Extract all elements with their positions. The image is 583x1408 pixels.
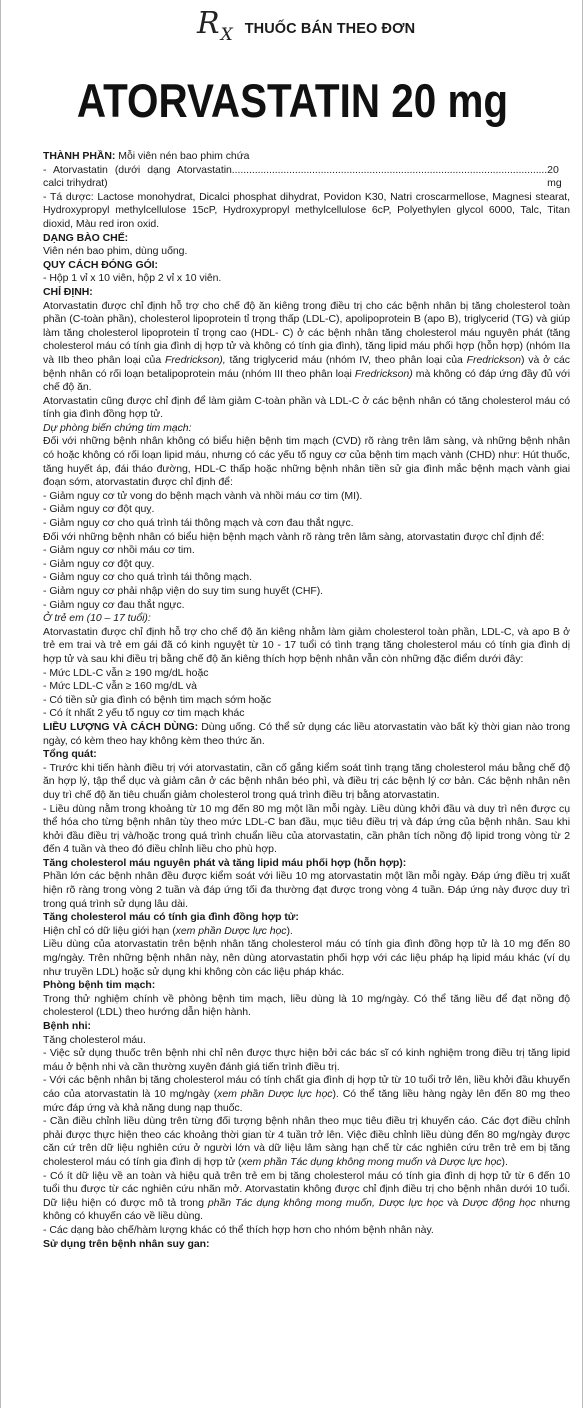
list-item: - Giảm nguy cơ đau thắt ngực. xyxy=(43,598,185,611)
cv-prevention-heading: Phòng bệnh tim mạch: xyxy=(43,979,156,992)
general-heading: Tổng quát: xyxy=(43,748,97,761)
dosage-form-text: Viên nén bao phim, dùng uống. xyxy=(43,245,188,258)
pediatric-p5: - Các dạng bào chế/hàm lượng khác có thể thích hợp hơn cho nhóm bệnh nhân này. xyxy=(43,1223,434,1236)
primary-p: Phần lớn các bệnh nhân đều được kiểm soát với liều 10 mg atorvastatin một lần mỗi ngày. Đáp ứng điều trị xuất hiện rõ ràng trong vòng 2 tuần và đáp ứng tối đa thường đạt được trong vòng 4 tuần. Đáp ứng này được duy trì trong quá trình sử dụng lâu dài. xyxy=(43,870,570,910)
indications-heading: CHỈ ĐỊNH: xyxy=(43,285,93,298)
children-heading: Ở trẻ em (10 – 17 tuổi): xyxy=(43,612,151,625)
pediatric-p1: - Việc sử dụng thuốc trên bệnh nhi chỉ nên được thực hiện bởi các bác sĩ có kinh nghiệm trong điều trị tăng lipid máu ở bệnh nhi và cần thường xuyên đánh giá tiến trình điều trị. xyxy=(43,1047,570,1073)
prescription-label: THUỐC BÁN THEO ĐƠN xyxy=(244,21,416,37)
list-item: - Giảm nguy cơ cho quá trình tái thông mạch và cơn đau thắt ngực. xyxy=(43,517,354,530)
composition-heading-line xyxy=(43,150,570,164)
excipients: - Tá dược: Lactose monohydrat, Dicalci phosphat dihydrat, Povidon K30, Natri croscarmellose, Magnesi stearat, Hydroxypropyl methylcellulose 15cP, Hydroxypropyl methylcellulose 6cP, Polyethylen glycol 6000, Talc, Titan dioxid, Màu red iron oxid. xyxy=(43,190,570,230)
packaging-heading: QUY CÁCH ĐÓNG GÓI: xyxy=(43,258,158,271)
homozygous-p1: Hiện chỉ có dữ liệu giới hạn (xem phần Dược lực học). xyxy=(43,924,293,937)
indications-p2: Atorvastatin cũng được chỉ định để làm giảm C-toàn phần và LDL-C ở các bệnh nhân có tăng cholesterol máu có tính gia đình đồng hợp tử. xyxy=(43,394,570,421)
dosage-form-heading: DẠNG BÀO CHẾ: xyxy=(43,231,129,244)
composition-intro: Mỗi viên nén bao phim chứa xyxy=(115,150,250,162)
dosage-intro: LIỀU LƯỢNG VÀ CÁCH DÙNG: Dùng uống. Có thể sử dụng các liều atorvastatin vào bất kỳ thời gian nào trong ngày, có kèm theo hay không kèm theo thức ăn. xyxy=(43,720,570,747)
prevention-p1: Đối với những bệnh nhân không có biểu hiện bệnh tim mạch (CVD) rõ ràng trên lâm sàng, và những bệnh nhân có hoặc không có rối loạn lipid máu, nhưng có các yếu tố nguy cơ của bệnh tim mạch vành (CHD) như: Hút thuốc, tăng huyết áp, đái tháo đường, HDL-C thấp hoặc những bệnh nhân tiền sử gia đình mắc bệnh mạch vành giai đoạn sớm, atorvastatin được chỉ định để: xyxy=(43,435,570,489)
pediatric-p2: - Với các bệnh nhân bị tăng cholesterol máu có tính chất gia đình dị hợp tử từ 10 tuổi trở lên, liều khởi đầu khuyến cáo của atorvastatin là 10 mg/ngày (xem phần Dược lực học). Có thể tăng liều hàng ngày lên đến 80 mg theo mức đáp ứng và khả năng dung nạp thuốc. xyxy=(43,1074,570,1114)
pediatric-p3: - Cần điều chỉnh liều dùng trên từng đối tượng bệnh nhân theo mục tiêu điều trị khuyến cáo. Các đợt điều chỉnh phải được thực hiện theo các khoảng thời gian từ 4 tuần trở lên. Việc điều chỉnh liều dùng đến 80 mg/ngày được căn cứ trên dữ liệu nghiên cứu ở người lớn và dữ liệu lâm sàng hạn chế từ các nghiên cứu trên trẻ em bị tăng cholesterol máu có tính gia đình dị hợp tử (xem phần Tác dụng không mong muốn và Dược lực học). xyxy=(43,1115,570,1168)
list-item: - Giảm nguy cơ đột quỵ. xyxy=(43,503,155,516)
pediatric-p4: - Có ít dữ liệu về an toàn và hiệu quả trên trẻ em bị tăng cholesterol máu có tính gia đình dị hợp tử từ 6 đến 10 tuổi thu được từ các nghiên cứu nhãn mở. Atorvastatin không được chỉ định điều trị cho bệnh nhân dưới 10 tuổi. Dữ liệu hiện có được mô tả trong phần Tác dụng không mong muốn, Dược lực học và Dược động học nhưng không có khuyến cáo về liều dùng. xyxy=(43,1169,571,1223)
list-item: - Có ít nhất 2 yếu tố nguy cơ tim mạch khác xyxy=(43,707,245,720)
rx-symbol: $R_X$ xyxy=(197,6,233,45)
prevention-heading: Dự phòng biến chứng tim mạch: xyxy=(43,421,192,434)
list-item: - Giảm nguy cơ cho quá trình tái thông mạch. xyxy=(43,571,252,584)
active-ingredient-line: - Atorvastatin (dưới dạng Atorvastatin calci trihydrat) .............................................................................................................. 20 mg xyxy=(43,163,562,190)
leaflet-content xyxy=(43,150,570,1251)
list-item: - Giảm nguy cơ phải nhập viện do suy tim sung huyết (CHF). xyxy=(43,585,324,597)
list-item: - Giảm nguy cơ tử vong do bệnh mạch vành và nhồi máu cơ tim (MI). xyxy=(43,489,363,502)
list-item: - Mức LDL-C vẫn ≥ 160 mg/dL và xyxy=(43,680,197,693)
pediatric-heading: Bệnh nhi: xyxy=(43,1020,91,1032)
packaging-text: - Hộp 1 vỉ x 10 viên, hộp 2 vỉ x 10 viên. xyxy=(43,272,222,285)
children-p: Atorvastatin được chỉ định hỗ trợ cho chế độ ăn kiêng nhằm làm giảm cholesterol toàn phần, LDL-C, và apo B ở trẻ em trai và trẻ em gái đã có kinh nguyệt từ 10 - 17 tuổi có tình trạng tăng cholesterol máu có tính gia đình dị hợp tử và sau khi điều trị bằng chế độ ăn kiêng thích hợp bệnh nhân vẫn còn những đặc điểm dưới đây: xyxy=(43,625,570,665)
pediatric-intro: Tăng cholesterol máu. xyxy=(43,1033,146,1046)
list-item: - Có tiền sử gia đình có bệnh tim mạch sớm hoặc xyxy=(43,693,272,706)
indications-p1: Atorvastatin được chỉ định hỗ trợ cho chế độ ăn kiêng trong điều trị cho các bệnh nhân bị tăng cholesterol toàn phần (C-toàn phần), cholesterol lipoprotein tỉ trọng thấp (LDL-C), apolipoprotein B (apo B), triglycerid (TG) và giúp làm tăng cholesterol lipoprotein tỉ trọng cao (HDL- C) ở các bệnh nhân tăng cholesterol máu nguyên phát (tăng cholesterol máu có tính gia đình dị hợp tử và không có tính gia đình), tăng lipid máu phối hợp (hỗn hợp) (nhóm IIa và IIb theo phân loại của Fredrickson), tăng triglycerid máu (nhóm IV, theo phân loại của Fredrickson) và ở các bệnh nhân có rối loạn betalipoprotein máu (nhóm III theo phân loại Fredrickson) mà không có đáp ứng đầy đủ với chế độ ăn. xyxy=(43,299,570,394)
prescription-line xyxy=(197,6,415,46)
homozygous-p2: Liều dùng của atorvastatin trên bệnh nhân tăng cholesterol máu có tính gia đình đồng hợp tử là 10 mg đến 80 mg/ngày. Trên những bệnh nhân này, nên dùng atorvastatin phối hợp với các liệu pháp hạ lipid máu khác (ví dụ như truyền LDL) hoặc sử dụng khi không còn các liệu pháp khác. xyxy=(43,938,570,978)
dosage-heading: LIỀU LƯỢNG VÀ CÁCH DÙNG: xyxy=(43,720,199,733)
cv-prevention-p: Trong thử nghiệm chính về phòng bệnh tim mạch, liều dùng là 10 mg/ngày. Có thể tăng liều để đạt nồng độ cholesterol (LDL) theo hướng dẫn hiện hành. xyxy=(43,992,570,1019)
general-p2: - Liều dùng nằm trong khoảng từ 10 mg đến 80 mg một lần mỗi ngày. Liều dùng khởi đầu và duy trì nên được cụ thể hóa cho từng bệnh nhân tùy theo mức LDL-C ban đầu, mục tiêu điều trị và đáp ứng của bệnh nhân. Sau khi khởi đầu điều trị và/hoặc trong quá trình chuẩn liều của atorvastatin, cần phân tích nồng độ lipid trong vòng từ 2 đến 4 tuần và theo đó điều chỉnh liều cho phù hợp. xyxy=(43,802,570,856)
list-item: - Mức LDL-C vẫn ≥ 190 mg/dL hoặc xyxy=(43,666,209,679)
list-item: - Giảm nguy cơ đột quỵ. xyxy=(43,557,155,570)
list-item: - Giảm nguy cơ nhồi máu cơ tim. xyxy=(43,544,195,557)
primary-heading: Tăng cholesterol máu nguyên phát và tăng lipid máu phối hợp (hỗn hợp): xyxy=(43,856,407,869)
general-p1: - Trước khi tiến hành điều trị với atorvastatin, cần cố gắng kiểm soát tình trạng tăng cholesterol máu bằng chế độ ăn hợp lý, tập thể dục và giảm cân ở các bệnh nhân béo phì, và điều trị các bệnh lý cơ bản. Các bệnh nhân nên duy trì chế độ ăn tiêu chuẩn giảm cholesterol trong quá trình điều trị bằng atorvastatin. xyxy=(43,761,570,801)
composition-heading: THÀNH PHẦN: xyxy=(43,150,116,162)
prevention-p2: Đối với những bệnh nhân có biểu hiện bệnh mạch vành rõ ràng trên lâm sàng, atorvastatin được chỉ định để: xyxy=(43,530,545,543)
homozygous-heading: Tăng cholesterol máu có tính gia đình đồng hợp tử: xyxy=(43,911,299,924)
hepatic-heading: Sử dụng trên bệnh nhân suy gan: xyxy=(43,1237,210,1250)
product-title: ATORVASTATIN 20 mg xyxy=(76,74,509,127)
